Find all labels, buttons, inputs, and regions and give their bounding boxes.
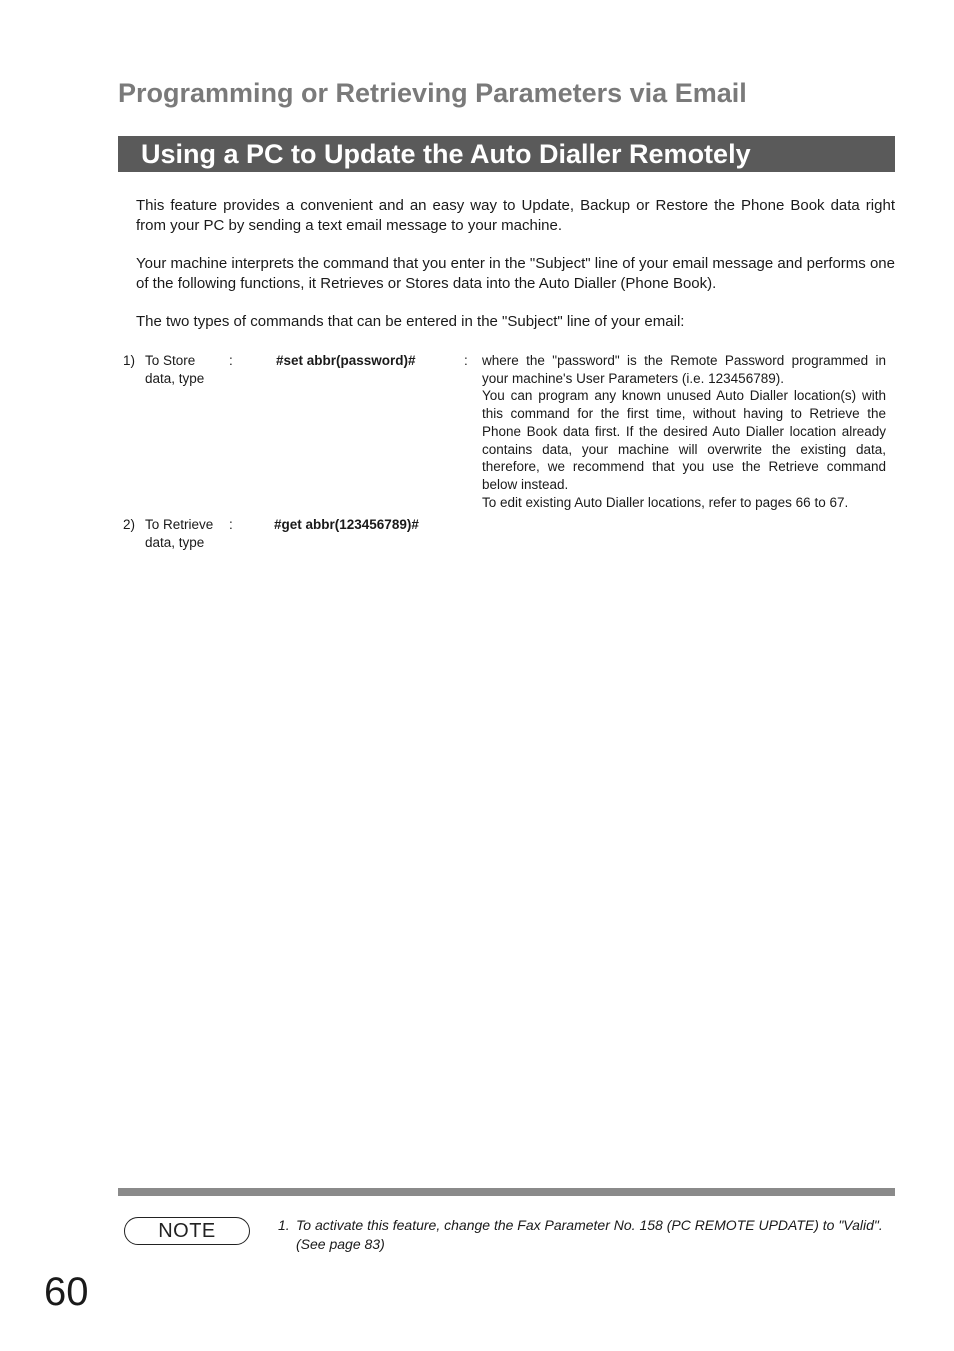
intro-paragraph-1: This feature provides a convenient and an easy way to Update, Backup or Restore the Phone Book data right from your PC by sending a text email message to your machine.: [136, 197, 895, 234]
command-label: To Retrieve data, type: [145, 517, 214, 550]
note-number: 1.: [278, 1217, 290, 1233]
description-line-1: where the "password" is the Remote Password programmed in your machine's User Parameters (i.e. 123456789).: [482, 353, 886, 386]
command-description: [482, 352, 886, 511]
command-colon: :: [229, 517, 233, 532]
section-title: Programming or Retrieving Parameters via Email: [118, 78, 747, 108]
command-colon: :: [229, 353, 233, 368]
description-colon: :: [464, 353, 468, 368]
title-banner: [118, 136, 895, 172]
command-code: #get abbr(123456789)#: [274, 517, 419, 532]
description-line-2: You can program any known unused Auto Dialler location(s) with this command for the first time, without having to Retrieve the Phone Book data first. If the desired Auto Dialler location already contains data, your machine will overwrite the existing data, therefore, we recommend that you use the Retrieve command below instead.: [482, 388, 886, 492]
intro-paragraph-3: The two types of commands that can be entered in the "Subject" line of your email:: [136, 313, 685, 330]
note-badge: NOTE: [124, 1217, 250, 1245]
command-code: #set abbr(password)#: [276, 353, 416, 368]
page-number: 60: [44, 1270, 89, 1314]
description-line-3: To edit existing Auto Dialler locations, refer to pages 66 to 67.: [482, 494, 849, 510]
command-number: 2): [123, 517, 136, 532]
command-label: To Store data, type: [145, 353, 205, 386]
intro-paragraph-2: Your machine interprets the command that you enter in the "Subject" line of your email message and performs one of the following functions, it Retrieves or Stores data into the Auto Dialler (Phone Book).: [136, 255, 895, 292]
note-divider: [118, 1188, 895, 1196]
note-text: To activate this feature, change the Fax Parameter No. 158 (PC REMOTE UPDATE) to "Valid". (See page 83): [296, 1217, 883, 1252]
banner-title: Using a PC to Update the Auto Dialler Remotely: [141, 139, 751, 169]
command-number: 1): [123, 353, 136, 368]
